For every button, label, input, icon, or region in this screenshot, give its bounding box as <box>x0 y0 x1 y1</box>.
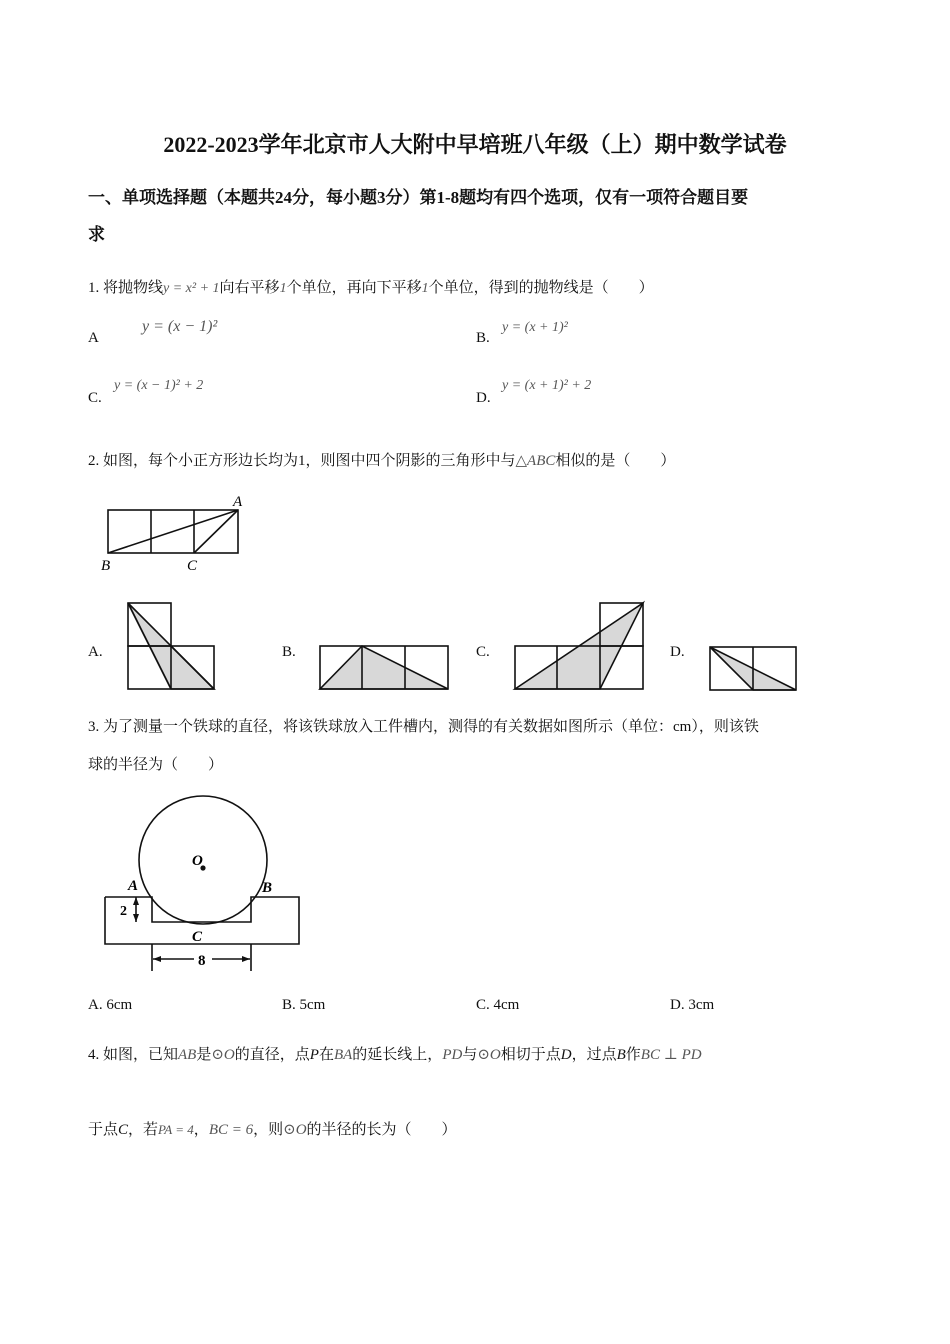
q4-math: PD <box>442 1047 463 1063</box>
q1-option-c-label: C. <box>88 390 102 406</box>
arrow-head <box>133 897 139 905</box>
q1-option-d-expr: y = (x + 1)² + 2 <box>502 378 592 393</box>
q1-option-b-expr: y = (x + 1)² <box>502 320 568 335</box>
section-heading: 一、单项选择题（本题共24分，每小题3分）第1-8题均有四个选项，仅有一项符合题目要 <box>88 188 749 207</box>
q1-expression: y = x² + 1 <box>163 281 220 296</box>
q4-text: 是 <box>196 1047 212 1063</box>
q4-text: ， <box>193 1122 209 1138</box>
q4-math: BA <box>333 1047 353 1063</box>
q4-text: 的半径的长为（ ） <box>306 1122 457 1138</box>
q4-text: 在 <box>318 1047 334 1063</box>
q1-option-b-label: B. <box>476 330 490 346</box>
q4-var: B <box>616 1047 626 1063</box>
q1-text: 个单位，再向下平移 <box>286 280 422 296</box>
q3-option-a: A. 6cm <box>88 997 133 1013</box>
shaded-triangle <box>320 646 448 689</box>
q4-math: ⊙O <box>477 1047 501 1063</box>
arrow-head <box>242 956 250 962</box>
q4-text: 的直径，点 <box>234 1047 310 1063</box>
q3-option-c: C. 4cm <box>476 997 520 1013</box>
q2-option-b-label: B. <box>282 644 296 660</box>
arrow-head <box>153 956 161 962</box>
q4-var: P <box>309 1047 319 1063</box>
q4-math: AB <box>178 1047 197 1063</box>
label-a: A <box>233 494 243 510</box>
page-title: 2022-2023学年北京市人大附中早培班八年级（上）期中数学试卷 <box>163 132 787 157</box>
q1-text: 向右平移 <box>219 280 280 296</box>
arrow-head <box>133 914 139 922</box>
label-width: 8 <box>198 953 206 969</box>
q2-option-d-label: D. <box>670 644 685 660</box>
q4-var: D <box>560 1047 572 1063</box>
q4-text: 与 <box>462 1047 478 1063</box>
question-2 <box>88 449 675 470</box>
q4-text: ，过点 <box>571 1047 617 1063</box>
q1-text: 1. 将抛物线 <box>88 280 164 296</box>
q4-text: 相切于点 <box>500 1047 561 1063</box>
q4-math: ⊙O <box>211 1047 235 1063</box>
q1-option-d-label: D. <box>476 390 491 406</box>
label-c: C <box>192 929 203 945</box>
q4-text: 4. 如图，已知 <box>88 1047 179 1063</box>
q4-math: PA = 4 <box>158 1122 194 1137</box>
q4-text: 的延长线上， <box>352 1047 443 1063</box>
q1-text: 个单位，得到的抛物线是（ ） <box>428 280 654 296</box>
q4-math: BC ⊥ PD <box>640 1047 702 1063</box>
q4-var: C <box>118 1122 129 1138</box>
q3-option-d: D. 3cm <box>670 997 715 1013</box>
q4-text: 于点 <box>88 1122 119 1138</box>
q4-text: 作 <box>625 1047 641 1063</box>
q2-text: 2. 如图，每个小正方形边长均为1，则图中四个阴影的三角形中与 <box>88 453 516 469</box>
q1-option-c-expr: y = (x − 1)² + 2 <box>114 378 204 393</box>
q1-number: 1 <box>279 281 287 296</box>
question-4-cont <box>88 1118 457 1139</box>
q2-option-a-figure <box>125 600 219 694</box>
q2-option-c-label: C. <box>476 644 490 660</box>
q2-option-b-figure <box>316 643 456 695</box>
question-1 <box>88 276 654 297</box>
q4-math: BC = 6 <box>208 1122 254 1138</box>
q2-option-c-figure <box>511 600 651 694</box>
q2-option-a-label: A. <box>88 644 103 660</box>
label-o: O <box>192 853 203 869</box>
q4-text: ，若 <box>128 1122 159 1138</box>
q2-option-d-figure <box>707 644 803 694</box>
label-b: B <box>262 880 273 896</box>
q4-math: ⊙O <box>283 1122 307 1138</box>
iron-ball <box>139 796 267 924</box>
label-a: A <box>128 878 139 894</box>
q2-text: 相似的是（ ） <box>555 453 676 469</box>
question-3: 3. 为了测量一个铁球的直径，将该铁球放入工件槽内，测得的有关数据如图所示（单位：cm），则该铁 <box>88 719 759 735</box>
question-3-cont: 球的半径为（ ） <box>88 757 224 773</box>
question-4 <box>88 1043 702 1064</box>
label-b: B <box>101 558 111 574</box>
q3-figure <box>100 793 310 978</box>
q3-option-b: B. 5cm <box>282 997 326 1013</box>
q2-figure <box>96 488 256 576</box>
q1-option-a-label: A <box>88 330 99 346</box>
q4-text: ，则 <box>253 1122 284 1138</box>
label-height: 2 <box>120 904 127 919</box>
segment-ab <box>108 510 238 553</box>
q1-option-a-expr: y = (x − 1)² <box>142 318 218 335</box>
section-heading-cont: 求 <box>88 225 105 244</box>
q1-number: 1 <box>421 281 429 296</box>
q2-expression: △ABC <box>515 453 556 469</box>
label-c: C <box>187 558 198 574</box>
